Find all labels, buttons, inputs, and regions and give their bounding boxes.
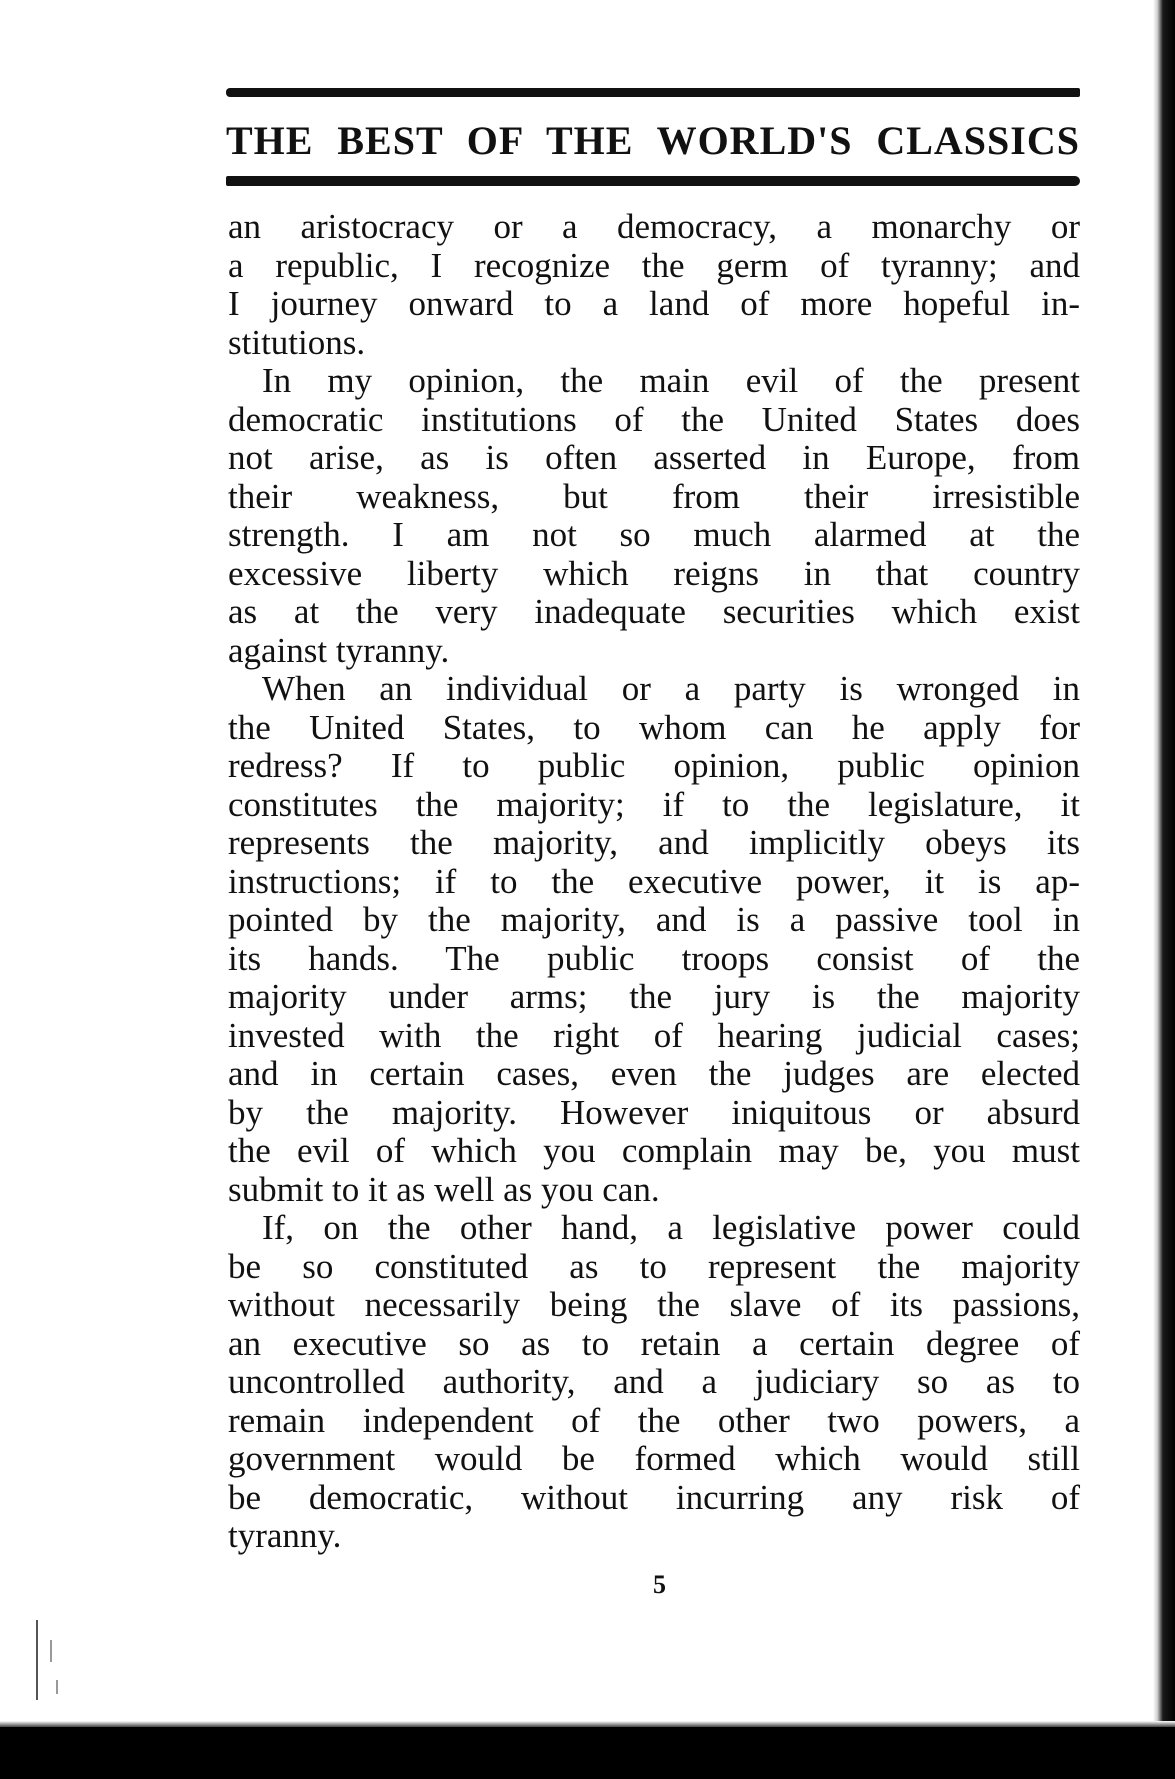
text-line: government would be formed which would still — [228, 1439, 1080, 1478]
paragraph-2 — [228, 362, 1080, 670]
text-line: If, on the other hand, a legislative power could — [262, 1208, 1080, 1247]
header-rule-top — [226, 88, 1080, 97]
paragraph-4 — [228, 1209, 1080, 1556]
running-head-text: THE BEST OF THE WORLD'S CLASSICS — [226, 117, 1080, 163]
text-line: tyranny. — [228, 1516, 342, 1555]
text-line: their weakness, but from their irresistible — [228, 476, 1080, 516]
text-line: the evil of which you complain may be, you must — [228, 1131, 1080, 1170]
page-number — [0, 1570, 1175, 1600]
text-line: as at the very inadequate securities which exist — [228, 592, 1080, 631]
margin-specks — [36, 1620, 76, 1720]
text-line: without necessarily being the slave of its passions, — [228, 1285, 1080, 1324]
paragraph-3 — [228, 670, 1080, 1209]
text-line: stitutions. — [228, 322, 366, 362]
text-line: uncontrolled authority, and a judiciary so as to — [228, 1362, 1080, 1401]
text-line: not arise, as is often asserted in Europe, from — [228, 438, 1080, 477]
text-line: be democratic, without incurring any risk of — [228, 1477, 1080, 1517]
text-line: remain independent of the other two powers, a — [228, 1400, 1080, 1440]
text-line: pointed by the majority, and is a passive tool in — [228, 900, 1080, 939]
text-line: I journey onward to a land of more hopeful in- — [228, 284, 1080, 323]
paragraph-1 — [228, 208, 1080, 362]
text-line: its hands. The public troops consist of the — [228, 938, 1080, 978]
text-line: and in certain cases, even the judges are elected — [228, 1054, 1080, 1093]
text-line: a republic, I recognize the germ of tyranny; and — [228, 245, 1080, 285]
text-line: represents the majority, and implicitly obeys its — [228, 823, 1080, 862]
text-line: by the majority. However iniquitous or absurd — [228, 1092, 1080, 1132]
binding-edge — [1153, 0, 1175, 1779]
text-line: strength. I am not so much alarmed at the — [228, 515, 1080, 554]
text-line: When an individual or a party is wronged in — [262, 669, 1080, 708]
text-line: the United States, to whom can he apply for — [228, 707, 1080, 747]
text-line: invested with the right of hearing judicial cases; — [228, 1015, 1080, 1055]
page-number-text: 5 — [653, 1570, 666, 1599]
text-line: be so constituted as to represent the majority — [228, 1246, 1080, 1286]
text-line: instructions; if to the executive power, it is ap- — [228, 861, 1080, 901]
text-line: redress? If to public opinion, public opinion — [228, 746, 1080, 785]
header-rule-bottom — [226, 176, 1080, 186]
bottom-scan-border — [0, 1727, 1175, 1779]
text-line: against tyranny. — [228, 630, 450, 670]
text-line: democratic institutions of the United States does — [228, 399, 1080, 439]
text-line: an executive so as to retain a certain degree of — [228, 1323, 1080, 1363]
text-line: excessive liberty which reigns in that country — [228, 553, 1080, 593]
body-text — [228, 208, 1080, 1556]
text-line: an aristocracy or a democracy, a monarchy or — [228, 207, 1080, 246]
text-line: constitutes the majority; if to the legislature, it — [228, 784, 1080, 824]
text-line: submit to it as well as you can. — [228, 1169, 660, 1209]
text-line: majority under arms; the jury is the majority — [228, 977, 1080, 1016]
running-head — [226, 110, 1080, 170]
text-line: In my opinion, the main evil of the present — [262, 361, 1080, 400]
